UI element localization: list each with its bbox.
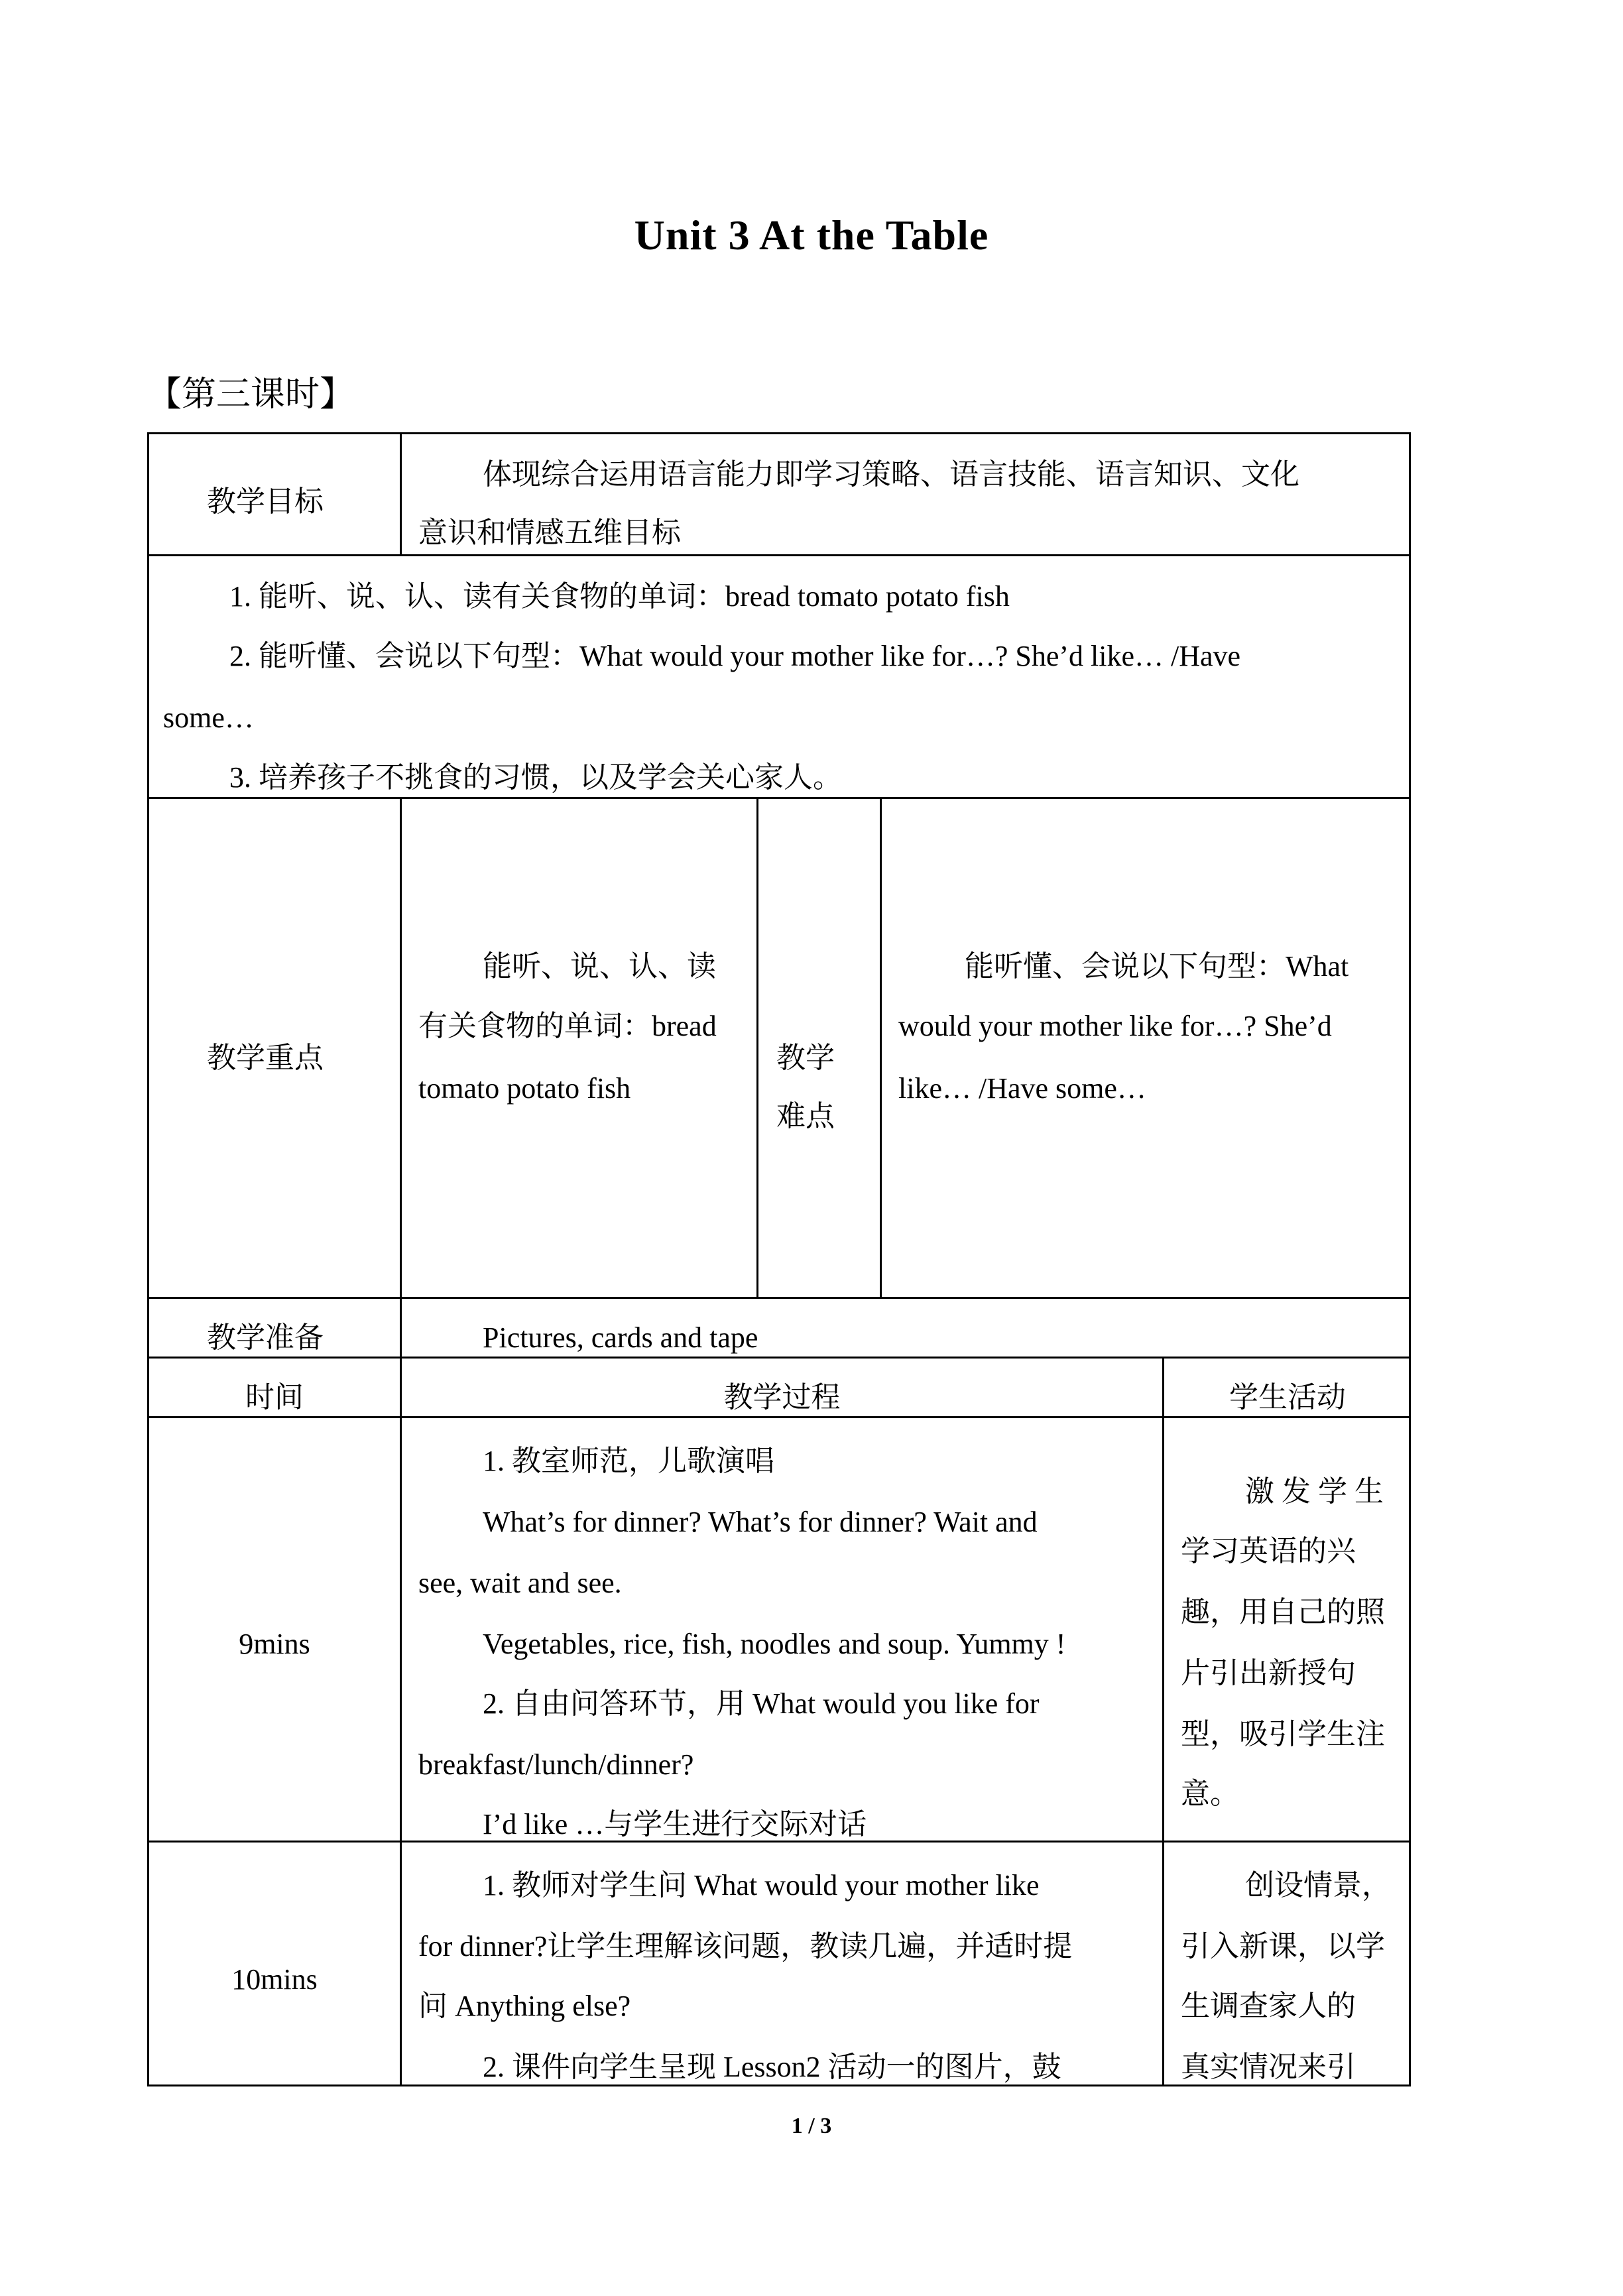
lesson-heading: 【第三课时】 (147, 376, 355, 414)
header-activity: 学生活动 (1229, 1381, 1346, 1414)
objective-item-1: 1. 能听、说、认、读有关食物的单词：bread tomato potato fish (229, 580, 1010, 613)
table-col-divider (400, 432, 402, 556)
table-rule (147, 1416, 1411, 1418)
row1-process-line: I’d like …与学生进行交际对话 (483, 1808, 867, 1841)
preparation-text: Pictures, cards and tape (483, 1321, 758, 1354)
table-col-divider (1162, 1357, 1164, 2086)
row2-activity-line: 创设情景， (1245, 1869, 1391, 1902)
row1-activity-line: 激 发 学 生 (1245, 1475, 1384, 1508)
key-points-line1: 能听、说、认、读 (483, 950, 716, 983)
document-title: Unit 3 At the Table (634, 211, 989, 259)
objective-item-3: 3. 培养孩子不挑食的习惯，以及学会关心家人。 (229, 761, 842, 794)
row1-activity-line: 型，吸引学生注 (1181, 1718, 1385, 1750)
table-rule (147, 797, 1411, 799)
row1-process-line: see, wait and see. (418, 1567, 622, 1599)
objectives-text-line1: 体现综合运用语言能力即学习策略、语言技能、语言知识、文化 (483, 458, 1299, 491)
page-number: 1 / 3 (791, 2114, 832, 2138)
difficulties-label-line1: 教学 (776, 1042, 835, 1074)
objective-item-2-cont: some… (163, 701, 254, 734)
row2-process-line: 1. 教师对学生问 What would your mother like (483, 1869, 1040, 1902)
row1-activity-line: 片引出新授句 (1181, 1657, 1356, 1689)
table-border-left (147, 432, 149, 2086)
difficulties-line1: 能听懂、会说以下句型：What (965, 950, 1349, 983)
row1-activity-line: 趣，用自己的照 (1181, 1596, 1385, 1628)
row1-process-line: breakfast/lunch/dinner? (418, 1748, 694, 1781)
row1-activity-line: 意。 (1181, 1778, 1239, 1810)
row1-process-line: 2. 自由问答环节，用 What would you like for (483, 1687, 1040, 1720)
header-time: 时间 (245, 1381, 304, 1414)
row2-process-line: 2. 课件向学生呈现 Lesson2 活动一的图片，鼓 (483, 2051, 1061, 2083)
header-process: 教学过程 (723, 1381, 841, 1414)
row1-process-line: What’s for dinner? What’s for dinner? Wait and (483, 1506, 1038, 1538)
table-border-right (1409, 432, 1411, 2086)
table-rule (147, 554, 1411, 556)
objectives-text-line2: 意识和情感五维目标 (418, 516, 681, 549)
table-col-divider (756, 797, 758, 1299)
row2-process-line: for dinner?让学生理解该问题，教读几遍，并适时提 (418, 1930, 1073, 1963)
row2-activity-line: 真实情况来引 (1181, 2051, 1356, 2083)
row1-activity-line: 学习英语的兴 (1181, 1535, 1356, 1567)
row2-process-line: 问 Anything else? (418, 1990, 631, 2022)
row2-activity-line: 引入新课，以学 (1181, 1930, 1385, 1963)
table-rule (147, 1297, 1411, 1299)
preparation-label: 教学准备 (207, 1321, 324, 1354)
table-col-divider (400, 797, 402, 2086)
objectives-label: 教学目标 (207, 485, 324, 518)
objective-item-2: 2. 能听懂、会说以下句型：What would your mother like for…? She’d like… /Have (229, 640, 1241, 672)
key-points-line2: 有关食物的单词：bread (418, 1010, 717, 1042)
table-col-divider (880, 797, 882, 1299)
key-points-label: 教学重点 (207, 1042, 324, 1074)
row1-time: 9mins (239, 1628, 310, 1660)
table-border-top (147, 432, 1411, 434)
row2-time: 10mins (231, 1963, 318, 1996)
key-points-line3: tomato potato fish (418, 1072, 631, 1105)
difficulties-line3: like… /Have some… (898, 1072, 1146, 1105)
difficulties-line2: would your mother like for…? She’d (898, 1010, 1332, 1042)
row2-activity-line: 生调查家人的 (1181, 1990, 1356, 2022)
row1-process-line: 1. 教室师范，儿歌演唱 (483, 1445, 774, 1477)
table-rule (147, 1357, 1411, 1359)
difficulties-label-line2: 难点 (776, 1100, 835, 1132)
row1-process-line: Vegetables, rice, fish, noodles and soup. Yummy ! (483, 1628, 1066, 1660)
